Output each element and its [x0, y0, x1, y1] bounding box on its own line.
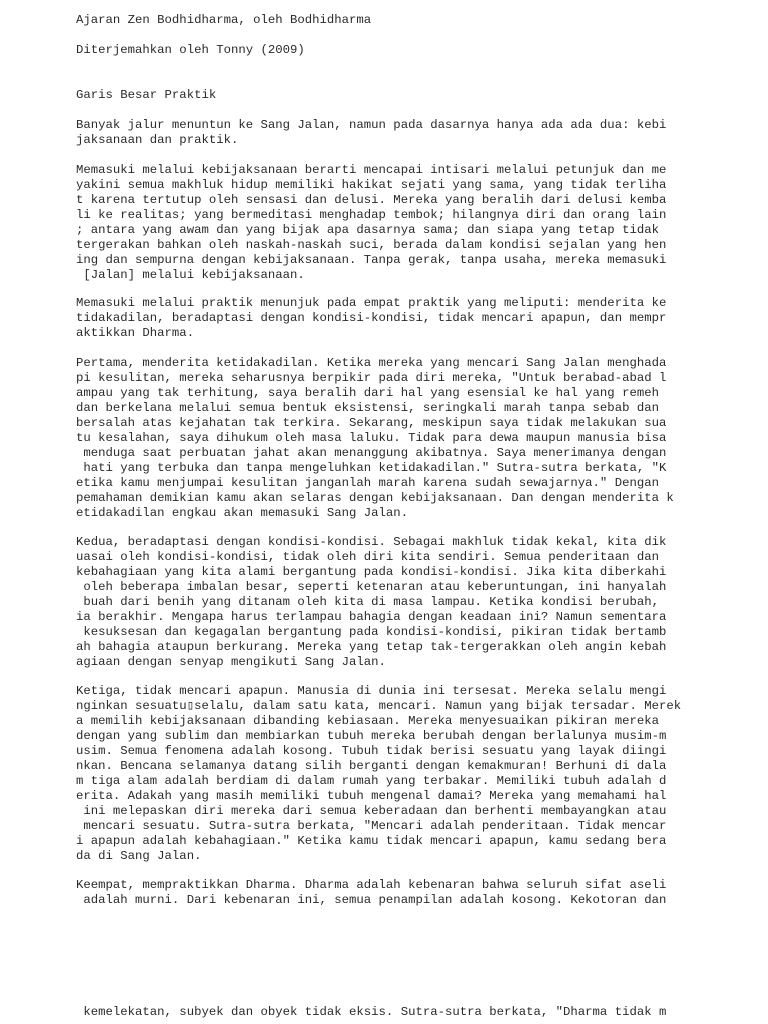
- paragraph-line: Banyak jalur menuntun ke Sang Jalan, namun pada dasarnya hanya ada ada dua: kebi: [76, 118, 667, 132]
- paragraph-line: tu kesalahan, saya dihukum oleh masa laluku. Tidak para dewa maupun manusia bisa: [76, 431, 667, 445]
- paragraph-line: hati yang terbuka dan tanpa mengeluhkan ketidakadilan." Sutra-sutra berkata, "K: [76, 461, 667, 475]
- paragraph-line: ah bahagia ataupun berkurang. Mereka yang tetap tak-tergerakkan oleh angin kebah: [76, 640, 667, 654]
- paragraph-line: tergerakan bahkan oleh naskah-naskah suci, berada dalam kondisi sejalan yang hen: [76, 238, 667, 252]
- paragraph-line: dan berkelana melalui semua bentuk eksistensi, seringkali marah tanpa sebab dan: [76, 401, 659, 415]
- paragraph-line: Memasuki melalui praktik menunjuk pada empat praktik yang meliputi: menderita ke: [76, 296, 667, 310]
- paragraph-line: a memilih kebijaksanaan dibanding kebiasaan. Mereka menyesuaikan pikiran mereka: [76, 714, 659, 728]
- paragraph-line: li ke realitas; yang bermeditasi menghadap tembok; hilangnya diri dan orang lain: [76, 208, 667, 222]
- paragraph-line: ini melepaskan diri mereka dari semua keberadaan dan berhenti membayangkan atau: [76, 804, 667, 818]
- paragraph-line: uasai oleh kondisi-kondisi, tidak oleh diri kita sendiri. Semua penderitaan dan: [76, 550, 659, 564]
- paragraph-line: Kedua, beradaptasi dengan kondisi-kondisi. Sebagai makhluk tidak kekal, kita dik: [76, 535, 667, 549]
- paragraph-line: adalah murni. Dari kebenaran ini, semua penampilan adalah kosong. Kekotoran dan: [76, 893, 667, 907]
- paragraph-line: bersalah atas kejahatan tak terkira. Sekarang, meskipun saya tidak melakukan sua: [76, 416, 667, 430]
- paragraph-line: kesuksesan dan kegagalan bergantung pada kondisi-kondisi, pikiran tidak bertamb: [76, 625, 667, 639]
- paragraph-line: mencari sesuatu. Sutra-sutra berkata, "Mencari adalah penderitaan. Tidak mencar: [76, 819, 667, 833]
- paragraph-line: nkan. Bencana selamanya datang silih berganti dengan kemakmuran! Berhuni di dala: [76, 759, 667, 773]
- paragraph-line: ; antara yang awam dan yang bijak apa dasarnya sama; dan siapa yang tetap tidak: [76, 223, 659, 237]
- paragraph-line: t karena tertutup oleh sensasi dan delusi. Mereka yang beralih dari delusi kemba: [76, 193, 667, 207]
- paragraph-line: nginkan sesuatu▯selalu, dalam satu kata, mencari. Namun yang bijak tersadar. Merek: [76, 699, 682, 713]
- paragraph-line: oleh beberapa imbalan besar, seperti ketenaran atau keberuntungan, ini hanyalah: [76, 580, 667, 594]
- paragraph-line: ampau yang tak terhitung, saya beralih dari hal yang esensial ke hal yang remeh: [76, 386, 659, 400]
- paragraph-line: etika kamu menjumpai kesulitan janganlah marah karena sudah sewajarnya." Dengan: [76, 476, 659, 490]
- paragraph-line: ing dan sempurna dengan kebijaksanaan. Tanpa gerak, tanpa usaha, mereka memasuki: [76, 253, 667, 267]
- paragraph-line: yakini semua makhluk hidup memiliki hakikat sejati yang sama, yang tidak terliha: [76, 178, 667, 192]
- paragraph-line: kebahagiaan yang kita alami bergantung pada kondisi-kondisi. Jika kita diberkahi: [76, 565, 667, 579]
- paragraph-line: pemahaman demikian kamu akan selaras dengan kebijaksanaan. Dan dengan menderita k: [76, 491, 674, 505]
- paragraph-line: jaksanaan dan praktik.: [76, 133, 239, 147]
- paragraph-line: m tiga alam adalah berdiam di dalam rumah yang terbakar. Memiliki tubuh adalah d: [76, 774, 667, 788]
- paragraph-line: Keempat, mempraktikkan Dharma. Dharma adalah kebenaran bahwa seluruh sifat aseli: [76, 878, 667, 892]
- paragraph-line: etidakadilan engkau akan memasuki Sang Jalan.: [76, 506, 409, 520]
- paragraph-line: menduga saat perbuatan jahat akan menanggung akibatnya. Saya menerimanya dengan: [76, 446, 667, 460]
- paragraph-line: buah dari benih yang ditanam oleh kita di masa lampau. Ketika kondisi berubah,: [76, 595, 659, 609]
- paragraph-line: i apapun adalah kebahagiaan." Ketika kamu tidak mencari apapun, kamu sedang bera: [76, 834, 667, 848]
- paragraph-line: usim. Semua fenomena adalah kosong. Tubuh tidak berisi sesuatu yang layak diingi: [76, 744, 667, 758]
- paragraph-line: da di Sang Jalan.: [76, 849, 202, 863]
- paragraph-line: ia berakhir. Mengapa harus terlampau bahagia dengan keadaan ini? Namun sementara: [76, 610, 667, 624]
- section-heading: Garis Besar Praktik: [76, 88, 217, 102]
- document-title: Ajaran Zen Bodhidharma, oleh Bodhidharma: [76, 13, 372, 27]
- continuation-line: kemelekatan, subyek dan obyek tidak eksis. Sutra-sutra berkata, "Dharma tidak m: [76, 1005, 667, 1019]
- paragraph-line: agiaan dengan senyap mengikuti Sang Jalan.: [76, 655, 386, 669]
- paragraph-line: tidakadilan, beradaptasi dengan kondisi-kondisi, tidak mencari apapun, dan mempr: [76, 311, 667, 325]
- paragraph-line: [Jalan] melalui kebijaksanaan.: [76, 268, 305, 282]
- paragraph-line: aktikkan Dharma.: [76, 326, 195, 340]
- paragraph-line: Memasuki melalui kebijaksanaan berarti mencapai intisari melalui petunjuk dan me: [76, 163, 667, 177]
- paragraph-line: pi kesulitan, mereka seharusnya berpikir pada diri mereka, "Untuk berabad-abad l: [76, 371, 667, 385]
- paragraph-line: Pertama, menderita ketidakadilan. Ketika mereka yang mencari Sang Jalan menghada: [76, 356, 667, 370]
- paragraph-line: erita. Adakah yang masih memiliki tubuh mengenal damai? Mereka yang memahami hal: [76, 789, 667, 803]
- paragraph-line: dengan yang sublim dan membiarkan tubuh mereka berubah dengan berlalunya musim-m: [76, 729, 667, 743]
- paragraph-line: Ketiga, tidak mencari apapun. Manusia di dunia ini tersesat. Mereka selalu mengi: [76, 684, 667, 698]
- translator-credit: Diterjemahkan oleh Tonny (2009): [76, 43, 305, 57]
